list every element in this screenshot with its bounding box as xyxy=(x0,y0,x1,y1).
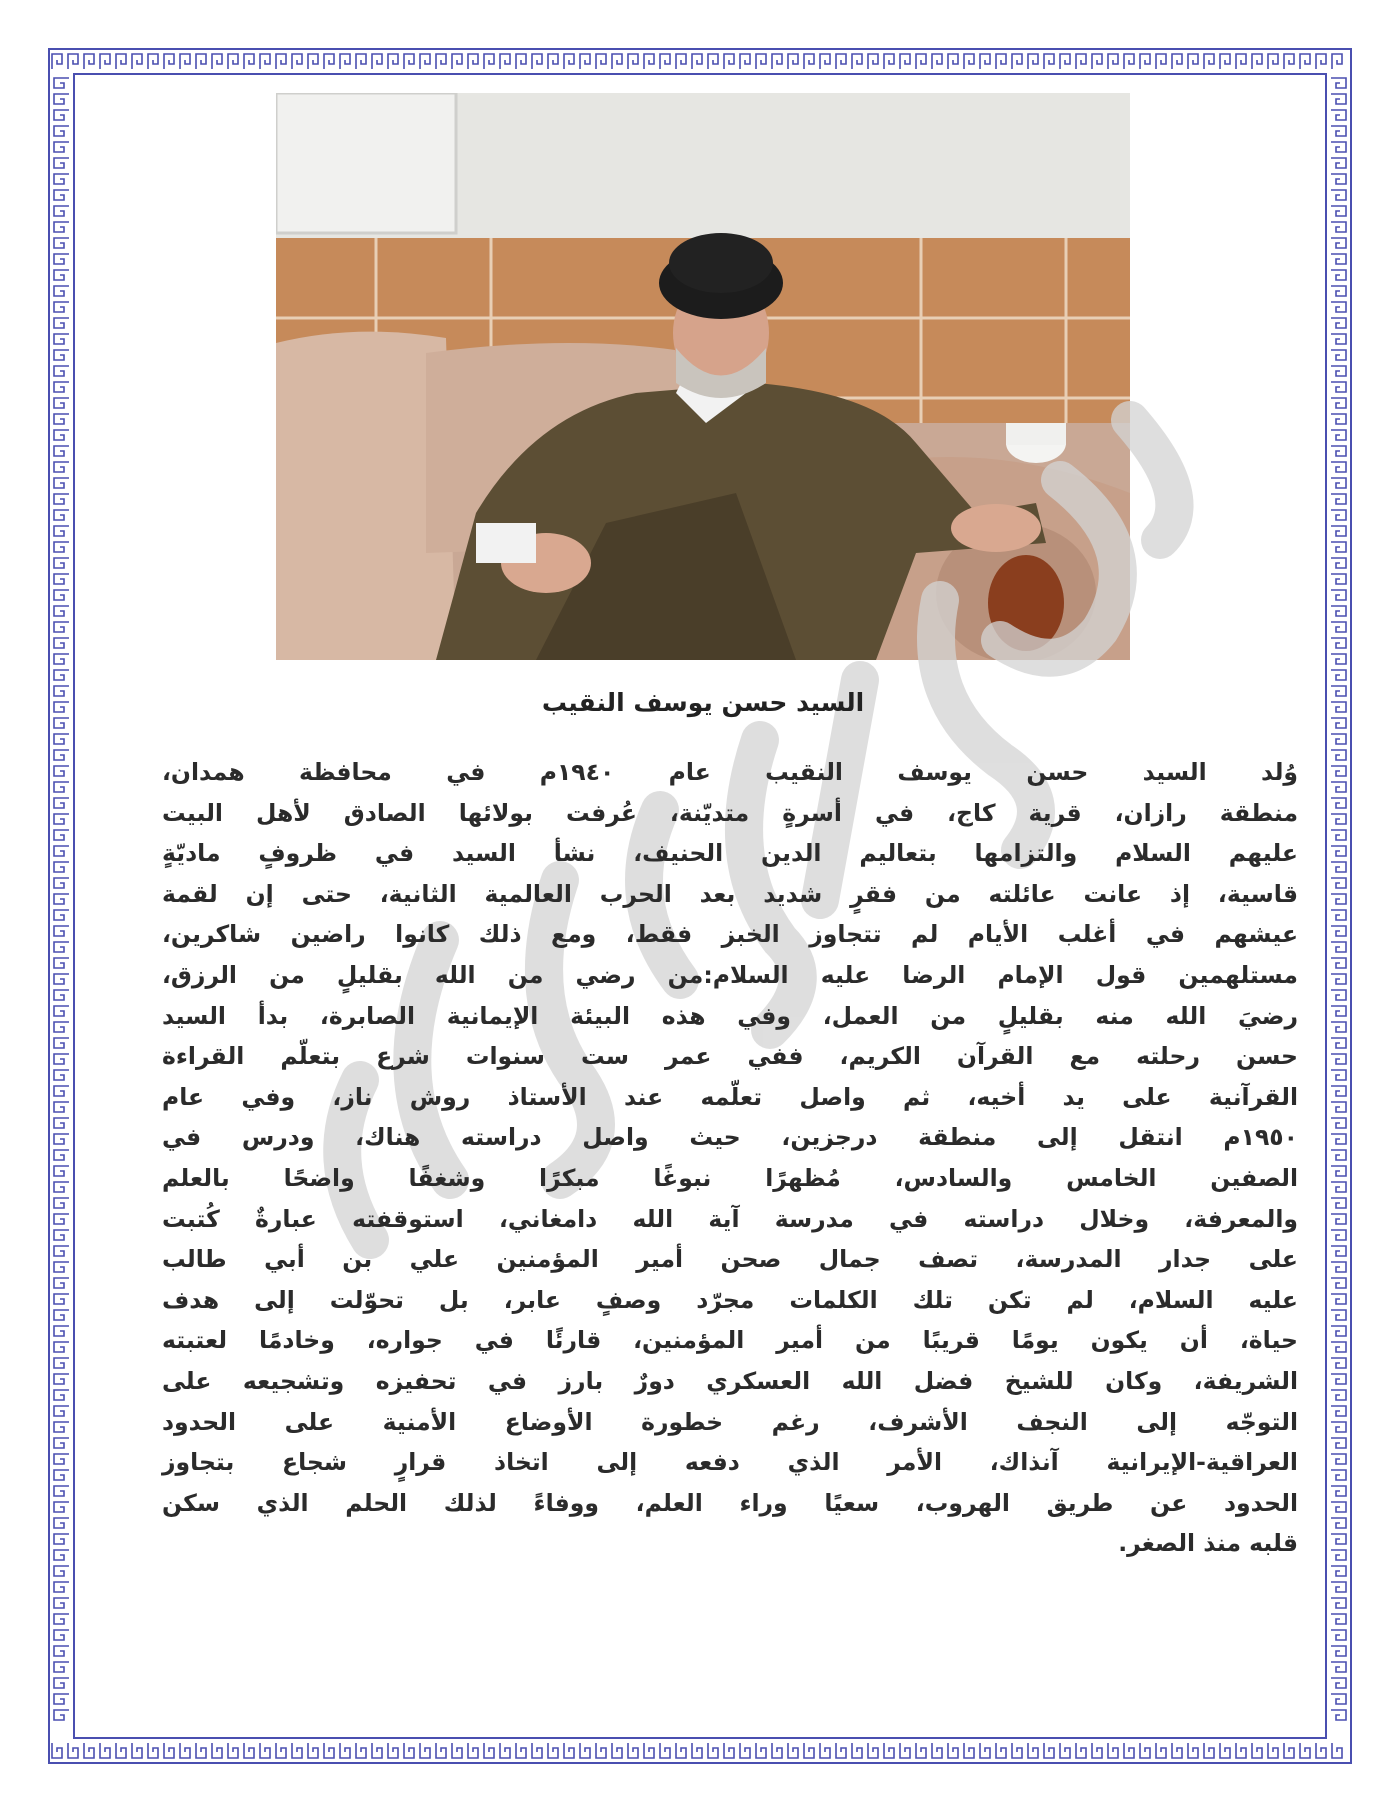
paragraph-line: القرآنية على يد أخيه، ثم واصل تعلّمه عند الأستاذ روش ناز، وفي عام xyxy=(162,1082,1298,1111)
paragraph-line: قلبه منذ الصغر. xyxy=(1118,1529,1298,1558)
paragraph-line: العراقية-الإيرانية آنذاك، الأمر الذي دفعه إلى اتخاذ قرارٍ شجاع بتجاوز xyxy=(162,1448,1298,1477)
portrait-photo xyxy=(276,93,1130,660)
paragraph-line: عليهم السلام والتزامها بتعاليم الدين الحنيف، نشأ السيد في ظروفٍ ماديّةٍ xyxy=(162,839,1298,868)
paragraph-line: منطقة رازان، قرية كاج، في أسرةٍ متديّنة، عُرفت بولائها الصادق لأهل البيت xyxy=(162,798,1298,827)
paragraph-line: حسن رحلته مع القرآن الكريم، ففي عمر ست سنوات شرع بتعلّم القراءة xyxy=(162,1042,1298,1071)
paragraph-line: حياة، أن يكون يومًا قريبًا من أمير المؤمنين، قارئًا في جواره، وخادمًا لعتبته xyxy=(162,1326,1298,1355)
paragraph-line: والمعرفة، وخلال دراسته في مدرسة آية الله دامغاني، استوقفته عبارةٌ كُتبت xyxy=(162,1204,1298,1233)
paragraph-line: وُلد السيد حسن يوسف النقيب عام ١٩٤٠م في محافظة همدان، xyxy=(162,758,1298,786)
paragraph-line: عليه السلام، لم تكن تلك الكلمات مجرّد وصفٍ عابر، بل تحوّلت إلى هدف xyxy=(162,1285,1298,1314)
portrait-image xyxy=(276,93,1130,660)
paragraph-line: قاسية، إذ عانت عائلته من فقرٍ شديد بعد الحرب العالمية الثانية، حتى إن لقمة xyxy=(162,879,1298,908)
paragraph-line: عيشهم في أغلب الأيام لم تتجاوز الخبز فقط، ومع ذلك كانوا راضين شاكرين، xyxy=(162,920,1298,949)
paragraph-line: التوجّه إلى النجف الأشرف، رغم خطورة الأوضاع الأمنية على الحدود xyxy=(162,1407,1298,1436)
paragraph-line: الصفين الخامس والسادس، مُظهرًا نبوغًا مبكرًا وشغفًا واضحًا بالعلم xyxy=(162,1163,1298,1192)
paragraph-line: مستلهمين قول الإمام الرضا عليه السلام:من رضي من الله بقليلٍ من الرزق، xyxy=(162,960,1298,989)
paragraph-line: على جدار المدرسة، تصف جمال صحن أمير المؤمنين علي بن أبي طالب xyxy=(162,1245,1298,1274)
paragraph-line: ١٩٥٠م انتقل إلى منطقة درجزين، حيث واصل دراسته هناك، ودرس في xyxy=(162,1123,1298,1152)
biography-text xyxy=(162,752,1298,1564)
paragraph-line: الحدود عن طريق الهروب، سعيًا وراء العلم، ووفاءً لذلك الحلم الذي سكن xyxy=(162,1488,1298,1517)
paragraph-line: الشريفة، وكان للشيخ فضل الله العسكري دورٌ بارز في تحفيزه وتشجيعه على xyxy=(162,1366,1298,1395)
paragraph-line: رضيَ الله منه بقليلٍ من العمل، وفي هذه البيئة الإيمانية الصابرة، بدأ السيد xyxy=(162,1001,1298,1030)
photo-caption: السيد حسن يوسف النقيب xyxy=(541,688,865,717)
